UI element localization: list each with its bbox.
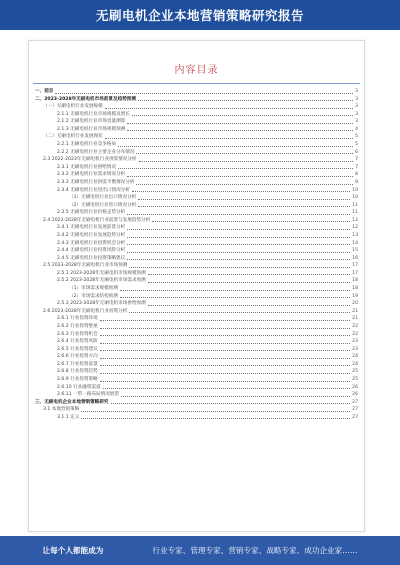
toc-leader-dots [118, 146, 353, 147]
toc-leader-dots [81, 411, 350, 412]
toc-entry[interactable] [35, 368, 358, 376]
toc-leader-dots [127, 259, 350, 260]
toc-leader-dots [55, 93, 353, 94]
toc-leader-dots [138, 100, 353, 101]
toc-entry[interactable] [35, 262, 358, 270]
toc-entry[interactable] [35, 149, 358, 157]
toc-entry-text: 2.6.8 行业投资趋势 [57, 369, 98, 375]
toc-title: 内容目录 [174, 65, 219, 76]
toc-leader-dots [100, 358, 350, 359]
toc-entry[interactable] [35, 323, 358, 331]
toc-entry-text: 2.3.4 无刷电机行业进出口情况分析 [57, 187, 130, 193]
toc-entry[interactable] [35, 293, 358, 301]
toc-entry[interactable] [35, 285, 358, 293]
toc-leader-dots [100, 365, 350, 366]
toc-leader-dots [118, 168, 353, 169]
toc-entry-page: 7 [355, 164, 358, 170]
toc-entry[interactable] [35, 118, 358, 126]
toc-entry-text: 2.3 2022-2023年无刷电机行业供需情况分析 [43, 157, 137, 163]
toc-leader-dots [100, 328, 350, 329]
toc-entry[interactable] [35, 96, 358, 104]
toc-entry-text: （一）无刷电机行业发展规模 [43, 104, 103, 110]
toc-entry[interactable] [35, 224, 358, 232]
report-title: 无刷电机企业本地营销策略研究报告 [95, 8, 304, 23]
toc-entry-page: 5 [355, 134, 358, 140]
toc-entry-text: 2.1.3 无刷电机行业市场规模预测 [57, 126, 126, 132]
toc-entry[interactable] [35, 361, 358, 369]
toc-entry-page: 3 [355, 89, 358, 94]
toc-leader-dots [148, 305, 350, 306]
toc-entry-page: 24 [352, 361, 358, 367]
toc-entry-text: 2.1.1 无刷电机行业市场规模及增长 [57, 111, 130, 117]
toc-entry[interactable] [35, 308, 358, 316]
toc-leader-dots [127, 214, 350, 215]
toc-entry-text: （2）无刷电机行业进口情况分析 [69, 202, 137, 208]
toc-leader-dots [129, 267, 350, 268]
toc-entry-text: 2.6.4 行业投资风险 [57, 339, 98, 345]
toc-leader-dots [105, 138, 353, 139]
toc-entry-page: 14 [352, 240, 358, 246]
toc-entry-text: 2.6.3 行业投资机会 [57, 331, 98, 337]
toc-entry[interactable] [35, 414, 358, 422]
toc-leader-dots [148, 282, 350, 283]
toc-entry[interactable] [35, 141, 358, 149]
toc-entry-text: 2.6.7 行业投资前景 [57, 361, 98, 367]
toc-entry-text: 2.6.10 行业融资渠道 [57, 384, 101, 390]
toc-entry-text: （1）市场需求规模预测 [69, 286, 118, 292]
toc-entry-page: 18 [352, 278, 358, 284]
toc-entry-page: 17 [352, 270, 358, 276]
toc-entry-page: 19 [352, 293, 358, 299]
toc-entry-text: 2.5 2023-2028年无刷电机行业市场预测 [43, 263, 128, 269]
toc-leader-dots [111, 403, 351, 404]
toc-entry-page: 23 [352, 346, 358, 352]
toc-leader-dots [127, 176, 353, 177]
toc-entry-text: 一、前言 [35, 89, 54, 94]
toc-entry-text: 2.6.2 行业投资壁垒 [57, 323, 98, 329]
toc-entry-page: 6 [355, 149, 358, 155]
toc-entry-text: 2.6 2023-2028年无刷电机行业投资分析 [43, 308, 128, 314]
toc-entry-text: 2.6.1 行业投资环境 [57, 316, 98, 322]
toc-entry-page: 12 [352, 225, 358, 231]
toc-leader-dots [127, 244, 350, 245]
toc-entry-page: 8 [355, 172, 358, 178]
toc-entry-text: 三、无刷电机企业本地营销策略研究 [35, 399, 109, 405]
toc-entry[interactable] [35, 376, 358, 384]
toc-leader-dots [127, 130, 353, 131]
toc-leader-dots [127, 229, 350, 230]
toc-entry-page: 10 [352, 187, 358, 193]
toc-entry-text: 2.4.5 无刷电机行业投资策略建议 [57, 255, 126, 261]
toc-leader-dots [148, 274, 350, 275]
toc-entry[interactable] [35, 103, 358, 111]
toc-entry[interactable] [35, 202, 358, 210]
toc-entry-page: 23 [352, 339, 358, 345]
toc-entry[interactable] [35, 406, 358, 414]
toc-entry[interactable] [35, 353, 358, 361]
toc-entry-page: 3 [355, 104, 358, 110]
toc-entry[interactable] [35, 300, 358, 308]
toc-entry-text: 2.2.2 无刷电机行业主要企业分布情况 [57, 149, 135, 155]
toc-entry-page: 20 [352, 301, 358, 307]
toc-entry[interactable] [35, 171, 358, 179]
toc-entry-page: 3 [355, 96, 358, 102]
toc-leader-dots [100, 373, 350, 374]
toc-entry[interactable] [35, 384, 358, 392]
toc-entry-page: 3 [355, 111, 358, 117]
toc-entry-text: 2.3.1 无刷电机行业供给情况 [57, 164, 117, 170]
toc-entry[interactable] [35, 187, 358, 195]
toc-entry-text: 2.3.2 无刷电机行业需求情况分析 [57, 172, 126, 178]
toc-leader-dots [105, 108, 353, 109]
toc-entry-page: 21 [352, 316, 358, 322]
footer-slogan: 让每个人都能成为 [42, 546, 104, 555]
toc-entry-page: 15 [352, 248, 358, 254]
toc-leader-dots [132, 115, 353, 116]
toc-leader-dots [138, 206, 350, 207]
toc-entry[interactable] [35, 217, 358, 225]
toc-entry[interactable] [35, 255, 358, 263]
document-page [28, 40, 365, 532]
toc-entry[interactable] [35, 277, 358, 285]
toc-entry-page: 16 [352, 255, 358, 261]
toc-leader-dots [100, 320, 350, 321]
toc-entry[interactable] [35, 164, 358, 172]
toc-entry[interactable] [35, 126, 358, 134]
toc-entry-text: 2.3.3 无刷电机行业供需平衡情况分析 [57, 179, 135, 185]
toc-entry[interactable] [35, 111, 358, 119]
toc-entry-page: 25 [352, 369, 358, 375]
toc-entry-page: 10 [352, 195, 358, 201]
toc-entry-text: 2.5.1 2023-2028年无刷电机市场规模预测 [57, 270, 146, 276]
toc-entry-text: 2.6.11 一带一路布局情况展望 [57, 392, 120, 398]
toc-entry-text: 2.4.3 无刷电机行业投资机会分析 [57, 240, 126, 246]
toc-entry-text: 3.1.1 定义 [57, 414, 80, 420]
toc-entry[interactable] [35, 156, 358, 164]
toc-entry-page: 11 [352, 210, 358, 216]
toc-entry-page: 25 [352, 376, 358, 382]
toc-entry-page: 7 [355, 157, 358, 163]
toc-entry-page: 27 [352, 414, 358, 420]
toc-entry-page: 3 [355, 119, 358, 125]
report-banner [0, 0, 400, 30]
toc-leader-dots [100, 343, 350, 344]
toc-leader-dots [152, 221, 350, 222]
footer-banner [0, 536, 400, 565]
toc-leader-dots [120, 290, 350, 291]
toc-leader-dots [138, 199, 350, 200]
toc-entry[interactable] [35, 391, 358, 399]
toc-divider [33, 83, 360, 84]
toc-entry-text: 2.4 2023-2028年无刷电机行业前景与发展趋势分析 [43, 217, 151, 223]
toc-leader-dots [127, 237, 350, 238]
toc-entry-text: 2.4.2 无刷电机行业发展趋势分析 [57, 232, 126, 238]
toc-leader-dots [81, 418, 350, 419]
toc-leader-dots [132, 191, 350, 192]
toc-leader-dots [127, 123, 353, 124]
toc-leader-dots [127, 252, 350, 253]
toc-entry-page: 9 [355, 179, 358, 185]
toc-entry-text: 2.3.5 无刷电机行业价格走势分析 [57, 210, 126, 216]
toc-entry-text: 2.6.5 行业投资建议 [57, 346, 98, 352]
toc-entry[interactable] [35, 133, 358, 141]
toc-entry-page: 26 [352, 384, 358, 390]
toc-entry[interactable] [35, 399, 358, 407]
toc-entry[interactable] [35, 247, 358, 255]
toc-entry[interactable] [35, 179, 358, 187]
toc-entry-text: （二）无刷电机行业发展现状 [43, 134, 103, 140]
toc-entry-page: 4 [355, 126, 358, 132]
toc-entry-page: 27 [352, 399, 358, 405]
toc-entry-page: 5 [355, 142, 358, 148]
toc-leader-dots [120, 297, 350, 298]
toc-entry-page: 22 [352, 323, 358, 329]
toc-entry-page: 18 [352, 286, 358, 292]
toc-entry[interactable] [35, 240, 358, 248]
toc-entry-page: 22 [352, 331, 358, 337]
toc-leader-dots [129, 312, 350, 313]
toc-entry-text: （2）市场需求结构预测 [69, 293, 118, 299]
toc-leader-dots [103, 388, 351, 389]
toc-entry-page: 17 [352, 263, 358, 269]
toc-entry-page: 13 [352, 232, 358, 238]
toc-entry-text: 2.2.1 无刷电机行业竞争格局 [57, 142, 117, 148]
toc-leader-dots [136, 184, 353, 185]
toc-entry-page: 11 [352, 202, 358, 208]
toc-entry-text: 2.6.9 行业投资策略 [57, 376, 98, 382]
toc-entry[interactable] [35, 88, 358, 96]
toc-entry-text: 2.6.6 行业投资方向 [57, 354, 98, 360]
toc-entry-text: 2.5.3 2023-2028年无刷电机市场供给预测 [57, 301, 146, 307]
toc-entry-page: 27 [352, 407, 358, 413]
toc-entry-page: 21 [352, 308, 358, 314]
toc-entry-text: 2.4.1 无刷电机行业发展前景分析 [57, 225, 126, 231]
toc-entry[interactable] [35, 315, 358, 323]
toc-entry-text: 二、2023-2028年无刷电机市场前景及趋势预测 [35, 96, 136, 102]
toc-entry-text: 2.5.2 2023-2028年无刷电机市场需求预测 [57, 278, 146, 284]
toc-leader-dots [121, 396, 350, 397]
table-of-contents [35, 88, 358, 421]
toc-leader-dots [100, 335, 350, 336]
toc-entry[interactable] [35, 194, 358, 202]
toc-entry-text: 2.1.2 无刷电机行业市场容量测算 [57, 119, 126, 125]
toc-entry-page: 12 [352, 217, 358, 223]
toc-entry[interactable] [35, 331, 358, 339]
footer-tagline: 行业专家、管理专家、营销专家、战略专家、成功企业家…… [152, 546, 358, 555]
toc-entry-text: （1）无刷电机行业出口情况分析 [69, 195, 137, 201]
toc-leader-dots [136, 153, 353, 154]
toc-leader-dots [139, 161, 354, 162]
toc-entry-page: 24 [352, 354, 358, 360]
toc-entry[interactable] [35, 232, 358, 240]
toc-entry-text: 2.4.4 无刷电机行业投资风险分析 [57, 248, 126, 254]
toc-entry[interactable] [35, 338, 358, 346]
toc-entry[interactable] [35, 270, 358, 278]
toc-entry-page: 26 [352, 392, 358, 398]
toc-leader-dots [100, 350, 350, 351]
toc-entry[interactable] [35, 346, 358, 354]
toc-leader-dots [100, 381, 350, 382]
toc-entry-text: 3.1 本地营销策略 [43, 407, 80, 413]
toc-entry[interactable] [35, 209, 358, 217]
